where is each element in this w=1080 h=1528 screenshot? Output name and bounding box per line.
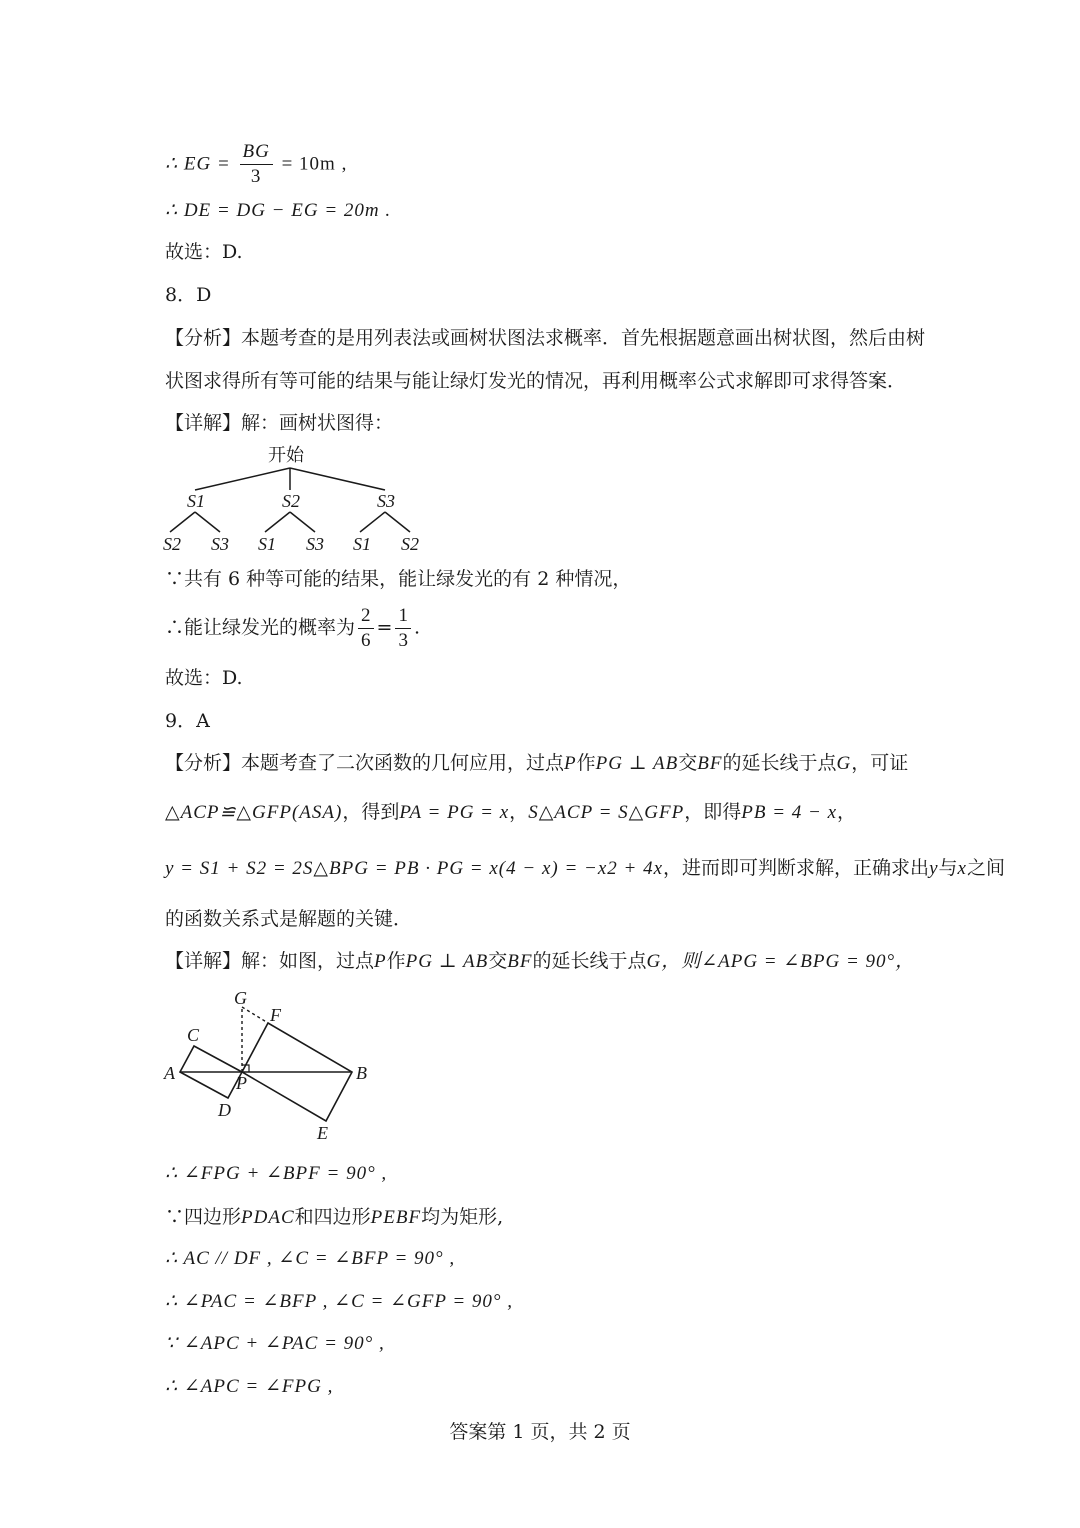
point-label-e: E: [317, 1123, 328, 1143]
text-seg: 的延长线于点: [722, 752, 837, 774]
tree-edge: [290, 512, 315, 532]
text-seg: 作: [386, 950, 406, 972]
tree-node-l1-1: S1: [187, 491, 205, 511]
proof-line-2: [165, 1204, 503, 1231]
prob-suffix: .: [413, 616, 420, 639]
math-seg: ，则∠APG = ∠BPG = 90°，: [661, 951, 916, 972]
question-8-answer: 8．D: [165, 284, 212, 306]
text-seg: 均为矩形,: [421, 1206, 504, 1228]
tree-root-label: 开始: [268, 445, 304, 466]
math-seg: x: [957, 858, 967, 879]
text-seg: 之间: [966, 857, 1005, 879]
math-seg: △ACP≌△GFP(ASA): [165, 802, 343, 823]
text-seg: 和四边形: [294, 1206, 371, 1228]
math-seg: PG ⊥ AB: [595, 753, 679, 774]
fraction-num: 1: [395, 604, 411, 629]
math-seg: PB = 4 − x: [741, 802, 838, 823]
tree-edge: [265, 512, 290, 532]
tree-edge: [385, 512, 410, 532]
text-seg: 【分析】本题考查了二次函数的几何应用，过点: [165, 752, 565, 774]
point-label-b: B: [356, 1063, 367, 1083]
tree-node-l2-6: S2: [401, 534, 419, 554]
text-seg: ，进而即可判断求解，正确求出: [663, 857, 930, 879]
proof-line-1: ∴ ∠FPG + ∠BPF = 90° ,: [165, 1163, 388, 1184]
math-seg: BF: [507, 951, 533, 972]
math-seg: PDAC: [241, 1207, 295, 1228]
answer-line-1: 故选：D.: [165, 241, 243, 263]
math-seg: y: [929, 858, 939, 879]
probability-line: [165, 604, 420, 653]
geometry-figure: [160, 985, 390, 1145]
text-seg: ，: [837, 801, 857, 823]
equation-eg: [165, 140, 347, 189]
text-seg: 交: [678, 752, 698, 774]
detail-8-intro: 【详解】解：画树状图得：: [165, 412, 394, 434]
analysis-8-line1: 【分析】本题考查的是用列表法或画树状图法求概率．首先根据题意画出树状图，然后由树: [165, 327, 926, 349]
math-seg: PEBF: [370, 1207, 422, 1228]
proof-line-5: ∵ ∠APC + ∠PAC = 90° ,: [165, 1333, 385, 1354]
text-seg: ，可证: [851, 752, 909, 774]
equation-de: ∴ DE = DG − EG = 20m .: [165, 200, 392, 221]
point-label-c: C: [187, 1025, 200, 1045]
math-seg: G: [646, 951, 662, 972]
fraction-num: BG: [240, 140, 273, 165]
math-seg: BF: [697, 753, 723, 774]
analysis-9-line4: 的函数关系式是解题的关键．: [165, 908, 413, 930]
detail-9-intro: [165, 948, 915, 975]
text-seg: 交: [488, 950, 508, 972]
math-seg: P: [374, 951, 387, 972]
tree-node-l2-5: S1: [353, 534, 371, 554]
prob-eq: =: [376, 616, 393, 639]
text-seg: ，得到: [342, 801, 400, 823]
tree-edge: [195, 512, 220, 532]
text-seg: 【详解】解：如图，过点: [165, 950, 375, 972]
math-seg: S△ACP = S△GFP: [528, 802, 685, 823]
tree-node-l1-3: S3: [377, 491, 395, 511]
proof-line-6: ∴ ∠APC = ∠FPG ,: [165, 1376, 334, 1397]
tree-edge-root-left: [195, 468, 290, 490]
segment-gf-dashed: [242, 1007, 268, 1023]
analysis-9-line1: [165, 750, 908, 777]
text-seg: 与: [938, 857, 958, 879]
page-footer: 答案第 1 页，共 2 页: [449, 1421, 631, 1443]
tree-node-l2-3: S1: [258, 534, 276, 554]
tree-diagram: [160, 440, 440, 558]
fraction-den: 3: [398, 630, 408, 651]
fraction-bg-3: [240, 140, 273, 189]
point-label-d: D: [218, 1100, 231, 1120]
fraction-2-6: [358, 604, 374, 653]
text-seg: ，: [509, 801, 529, 823]
fraction-1-3: [395, 604, 411, 653]
math-seg: PA = PG = x: [399, 802, 510, 823]
answer-line-2: 故选：D.: [165, 667, 243, 689]
text-seg: 作: [576, 752, 596, 774]
math-seg: PG ⊥ AB: [405, 951, 489, 972]
fraction-den: 6: [361, 630, 371, 651]
question-9-answer: 9．A: [165, 710, 210, 732]
tree-node-l1-2: S2: [282, 491, 300, 511]
math-seg: y = S1 + S2 = 2S△BPG = PB · PG = x(4 − x) = −x2 + 4x: [165, 858, 664, 879]
fraction-num: 2: [358, 604, 374, 629]
text-seg: ∵四边形: [165, 1206, 242, 1228]
eq-eg-prefix: ∴ EG =: [165, 153, 237, 175]
point-label-a: A: [164, 1063, 175, 1083]
tree-edge: [360, 512, 385, 532]
text-seg: 的延长线于点: [532, 950, 647, 972]
eq-eg-suffix: = 10m ,: [275, 153, 348, 175]
tree-edge: [170, 512, 195, 532]
math-seg: P: [564, 753, 577, 774]
fraction-den: 3: [250, 166, 262, 187]
analysis-9-line3: [165, 855, 1005, 882]
proof-line-4: ∴ ∠PAC = ∠BFP , ∠C = ∠GFP = 90° ,: [165, 1291, 514, 1312]
point-label-f: F: [270, 1005, 281, 1025]
tree-node-l2-1: S2: [163, 534, 181, 554]
tree-node-l2-2: S3: [211, 534, 229, 554]
tree-node-l2-4: S3: [306, 534, 324, 554]
result-count-line: ∵共有 6 种等可能的结果，能让绿发光的有 2 种情况，: [165, 568, 632, 590]
point-label-g: G: [234, 988, 247, 1008]
analysis-9-line2: [165, 799, 856, 826]
analysis-8-line2: 状图求得所有等可能的结果与能让绿灯发光的情况，再利用概率公式求解即可求得答案．: [165, 370, 907, 392]
proof-line-3: ∴ AC // DF , ∠C = ∠BFP = 90° ,: [165, 1248, 456, 1269]
text-seg: ，即得: [684, 801, 742, 823]
math-seg: G: [836, 753, 852, 774]
tree-edge-root-right: [290, 468, 385, 490]
prob-prefix: ∴能让绿发光的概率为: [165, 616, 356, 639]
point-label-p: P: [236, 1073, 247, 1093]
